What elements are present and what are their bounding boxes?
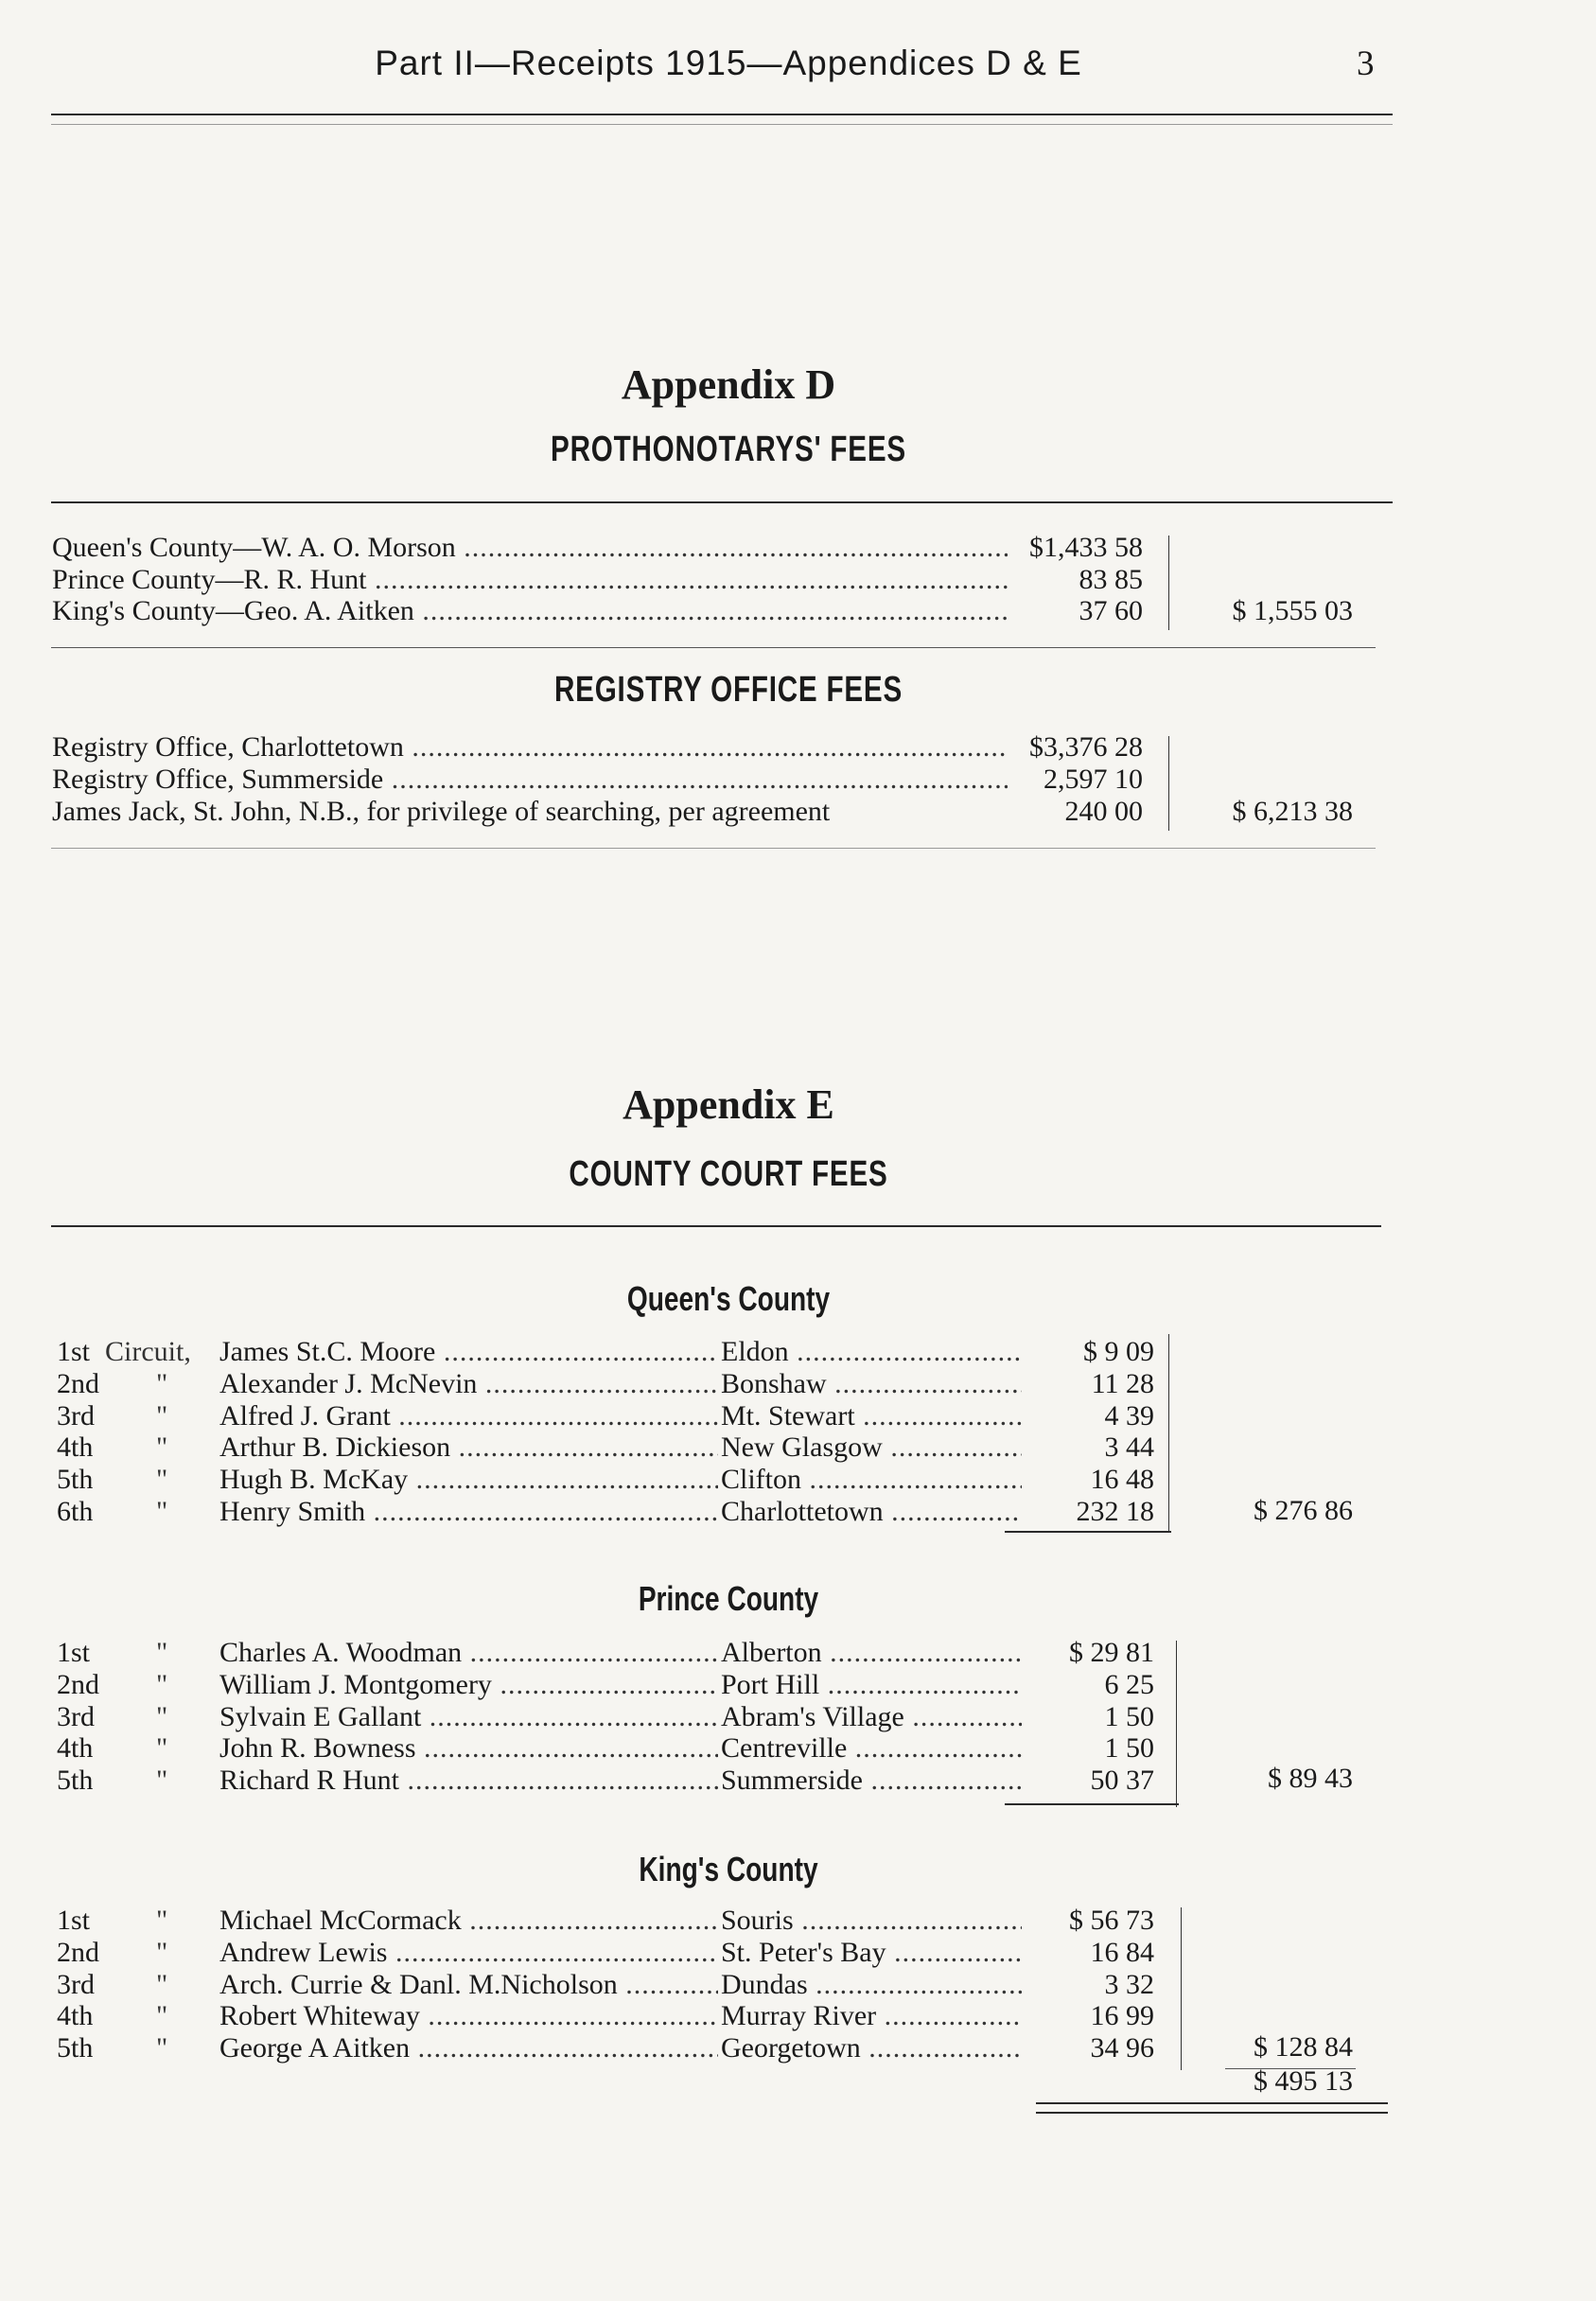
county-total: $ 276 86 [1254,1495,1353,1526]
judge-name: Robert Whiteway ..... [219,1999,718,2033]
section-rule [51,848,1376,849]
circuit-place: Murray River ..... [721,1999,1022,2033]
fee-amount: 4 39 [1104,1399,1154,1432]
county-fee-row [0,1335,1596,1369]
fee-label: Registry Office, Charlottetown ..... [52,730,1008,764]
circuit-place: St. Peter's Bay ..... [721,1936,1022,1970]
county-fee-row [0,1700,1596,1734]
circuit-place: Charlottetown ..... [721,1495,1022,1529]
ditto-mark: " [156,1668,168,1700]
county-title: King's County [639,1850,818,1888]
fee-amount: 3 44 [1104,1432,1154,1464]
circuit-ordinal: 5th [57,1765,94,1797]
county-title: Prince County [638,1579,819,1618]
county-total: $ 128 84 [1254,2031,1353,2063]
county-fee-row [0,1936,1596,1970]
circuit-place: Port Hill ..... [721,1668,1022,1702]
fee-amount: 34 96 [1090,2032,1154,2064]
prothonotary-row [0,563,1596,597]
grand-total-rule [1036,2102,1388,2104]
registry-total: $ 6,213 38 [1232,796,1353,827]
circuit-ordinal: 1st [57,1905,91,1936]
county-total-row [0,1494,1596,1528]
circuit-ordinal: 3rd [57,1700,95,1732]
county-total: $ 89 43 [1268,1763,1353,1794]
fee-amount: $ 29 81 [1069,1637,1154,1668]
circuit-ordinal: 2nd [57,1367,99,1399]
judge-name: Sylvain E Gallant ..... [219,1700,718,1734]
ditto-mark: " [156,2032,168,2064]
ditto-mark: " [156,1367,168,1399]
ditto-mark: " [156,1432,168,1464]
fee-amount: 1 50 [1104,1700,1154,1732]
circuit-ordinal: 2nd [57,1936,99,1968]
county-fee-row [0,1668,1596,1702]
circuit-place: Georgetown ..... [721,2031,1022,2065]
circuit-place: Bonshaw ..... [721,1367,1022,1401]
county-fee-row [0,1731,1596,1765]
fee-amount: 11 28 [1091,1367,1154,1399]
county-fee-row [0,1367,1596,1401]
judge-name: John R. Bowness ..... [219,1731,718,1765]
prothonotary-row [0,594,1596,628]
judge-name: Richard R Hunt ..... [219,1764,718,1798]
prothonotary-total: $ 1,555 03 [1232,595,1353,626]
circuit-place: Souris ..... [721,1904,1022,1938]
circuit-place: Abram's Village ..... [721,1700,1022,1734]
grand-total-row [0,2064,1596,2099]
judge-name: Charles A. Woodman ..... [219,1636,718,1670]
circuit-place: Summerside ..... [721,1764,1022,1798]
ditto-mark: " [156,1905,168,1936]
section-rule [51,647,1376,648]
circuit-ordinal: 3rd [57,1399,95,1432]
registry-heading: REGISTRY OFFICE FEES [553,670,903,710]
fee-amount: 16 99 [1090,2000,1154,2032]
county-fee-row [0,1999,1596,2033]
ditto-mark: " [156,1936,168,1968]
circuit-ordinal: 3rd [57,1968,95,2000]
registry-row [0,795,1596,829]
circuit-ordinal: 1st [57,1336,91,1367]
circuit-place: New Glasgow ..... [721,1431,1022,1465]
judge-name: Hugh B. McKay ..... [219,1463,718,1497]
prothonotary-row [0,531,1596,565]
grand-total-rule [1036,2112,1388,2114]
fee-label: Queen's County—W. A. O. Morson ..... [52,531,1008,565]
ditto-mark: " [156,1700,168,1732]
judge-name: James St.C. Moore ..... [219,1335,718,1369]
appendix-e-title: Appendix E [623,1081,834,1128]
circuit-ordinal: 5th [57,1464,94,1496]
fee-amount: 6 25 [1104,1668,1154,1700]
ditto-mark: " [156,1637,168,1668]
circuit-place: Mt. Stewart ..... [721,1399,1022,1433]
fee-amount: 2,597 10 [1044,764,1143,795]
ditto-mark: " [156,1968,168,2000]
county-fee-row [0,1636,1596,1670]
fee-amount: 16 84 [1090,1936,1154,1968]
circuit-ordinal: 6th [57,1496,94,1527]
judge-name: William J. Montgomery ..... [219,1668,718,1702]
ditto-mark: " [156,1732,168,1765]
judge-name: Andrew Lewis ..... [219,1936,718,1970]
fee-amount: 16 48 [1090,1464,1154,1496]
county-fee-row [0,1399,1596,1433]
circuit-place: Dundas ..... [721,1968,1022,2002]
county-court-heading: COUNTY COURT FEES [569,1154,888,1194]
county-court-rule [51,1225,1381,1227]
judge-name: Henry Smith ..... [219,1495,718,1529]
fee-label: King's County—Geo. A. Aitken ..... [52,594,1008,628]
judge-name: Arthur B. Dickieson ..... [219,1431,718,1465]
circuit-place: Alberton ..... [721,1636,1022,1670]
county-fee-row [0,1904,1596,1938]
registry-row [0,763,1596,797]
column-divider [1168,736,1169,831]
circuit-ordinal: 1st [57,1637,91,1668]
fee-label: James Jack, St. John, N.B., for privilege of searching, per agreement [52,796,831,827]
fee-amount: $ 9 09 [1083,1336,1154,1367]
appendix-d-title: Appendix D [621,361,836,408]
judge-name: Alexander J. McNevin ..... [219,1367,718,1401]
fee-amount: 3 32 [1104,1968,1154,2000]
judge-name: Alfred J. Grant ..... [219,1399,718,1433]
circuit-ordinal: 4th [57,1732,94,1765]
fee-amount: 37 60 [1079,595,1143,626]
ditto-mark: " [156,1765,168,1797]
county-underline [1005,1803,1179,1805]
ditto-mark: " [156,2000,168,2032]
page-number: 3 [1357,44,1375,83]
ditto-mark: " [156,1399,168,1432]
fee-label: Registry Office, Summerside ..... [52,763,1008,797]
header-rule-lower [51,124,1393,125]
ditto-mark: " [156,1464,168,1496]
header-rule [51,114,1393,115]
ditto-mark: " [156,1496,168,1527]
county-total-row [0,1762,1596,1796]
circuit-place: Centreville ..... [721,1731,1022,1765]
running-header: Part II—Receipts 1915—Appendices D & E [375,44,1082,82]
fee-amount: 1 50 [1104,1732,1154,1765]
county-underline [1005,1531,1171,1533]
circuit-ordinal: 5th [57,2032,94,2064]
fee-amount: 83 85 [1079,564,1143,595]
prothonotary-rule [51,501,1393,503]
judge-name: Arch. Currie & Danl. M.Nicholson ..... [219,1968,718,2002]
county-fee-row [0,1463,1596,1497]
column-divider [1168,536,1169,630]
judge-name: George A Aitken ..... [219,2031,718,2065]
circuit-place: Clifton ..... [721,1463,1022,1497]
fee-amount: $3,376 28 [1029,731,1143,763]
judge-name: Michael McCormack ..... [219,1904,718,1938]
fee-label: Prince County—R. R. Hunt ..... [52,563,1008,597]
county-title: Queen's County [626,1279,831,1318]
fee-amount: 232 18 [1076,1496,1154,1527]
fee-amount: $ 56 73 [1069,1905,1154,1936]
circuit-ordinal: 2nd [57,1668,99,1700]
circuit-ordinal: 4th [57,1432,94,1464]
county-fee-row [0,1968,1596,2002]
registry-row [0,730,1596,764]
ditto-mark: Circuit, [105,1336,191,1367]
fee-amount: 50 37 [1090,1765,1154,1797]
fee-amount: 240 00 [1064,796,1143,827]
circuit-ordinal: 4th [57,2000,94,2032]
circuit-place: Eldon ..... [721,1335,1022,1369]
prothonotary-heading: PROTHONOTARYS' FEES [551,430,906,469]
county-total-row [0,2030,1596,2064]
fee-amount: $1,433 58 [1029,532,1143,563]
county-fee-row [0,1431,1596,1465]
grand-total: $ 495 13 [1254,2065,1353,2097]
